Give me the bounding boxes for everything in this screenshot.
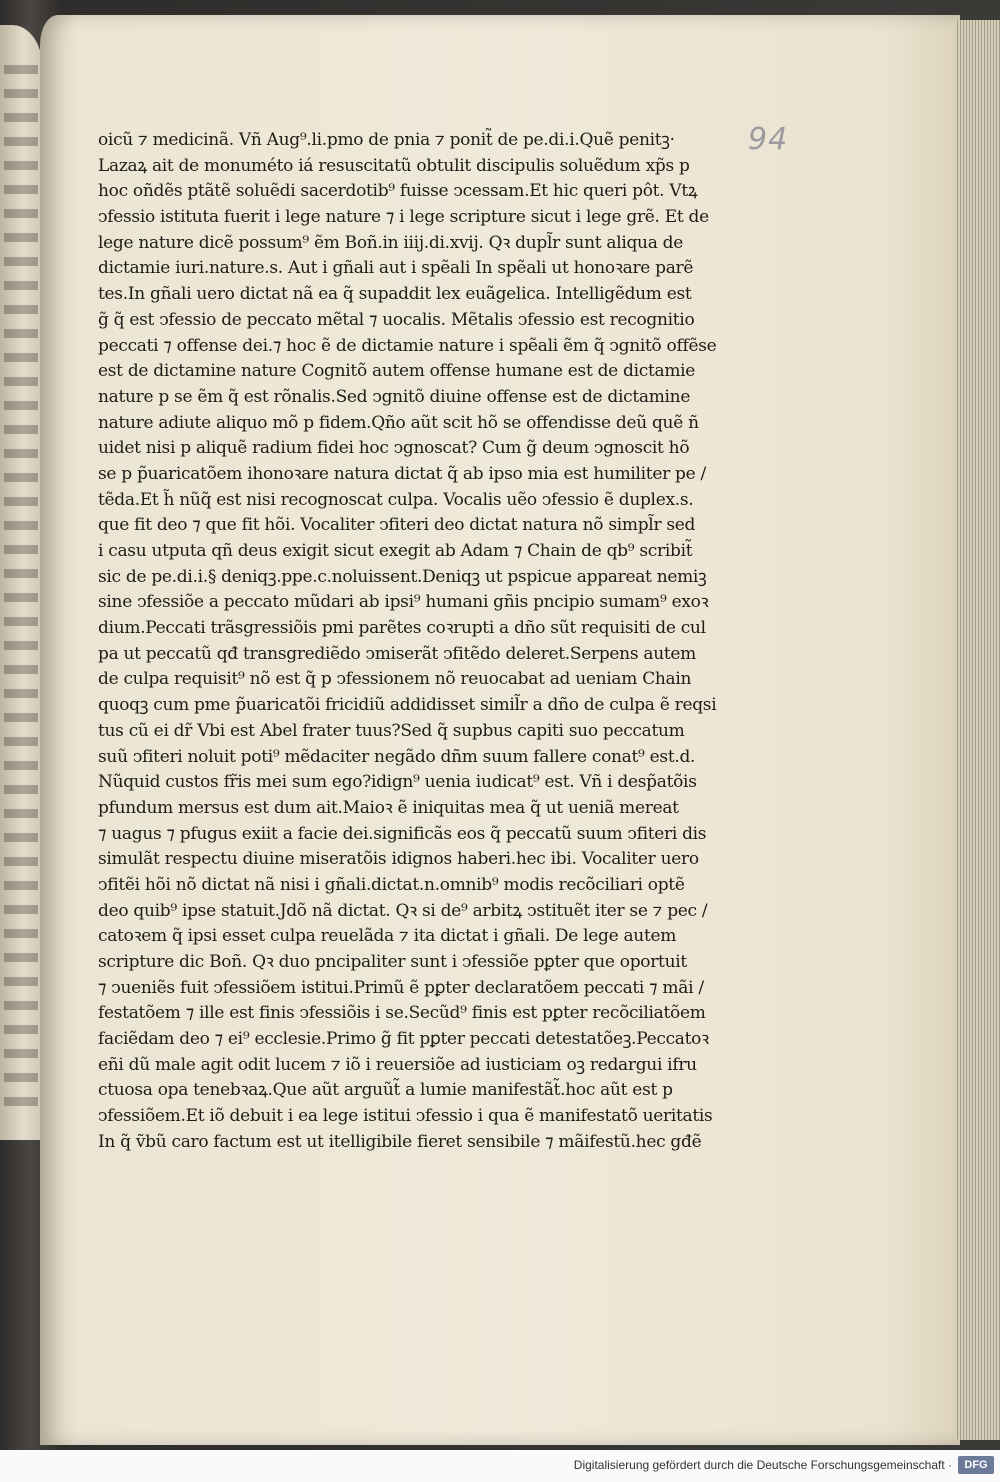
- text-line: ↄfitẽi hõi nõ dictat nã nisi i gñali.dictat.n.omnib⁹ modis recõciliari optẽ: [98, 874, 685, 895]
- text-line: deo quib⁹ ipse statuit.Jdõ nã dictat. Qꝛ si de⁹ arbitꝝ ↄstituẽt iter se ⁊ pec /: [98, 900, 708, 921]
- text-line: sic de pe.di.i.§ deniqꝫ.ppe.c.noluissent.Deniqꝫ ut pspicue appareat nemiꝫ: [98, 566, 707, 587]
- text-line: sine ↄfessiõe a peccato mũdari ab ipsi⁹ humani gñis pncipio sumam⁹ exoꝛ: [98, 592, 709, 613]
- text-line: eñi dũ male agit odit lucem ⁊ iõ i reuersiõe ad iusticiam oꝫ redargui ifru: [98, 1054, 697, 1075]
- text-line: peccati ⁊ offense dei.⁊ hoc ẽ de dictamie nature i spẽali ẽm q̃ ↄgnitõ offẽse: [98, 335, 717, 356]
- text-line: pfundum mersus est dum ait.Maioꝛ ẽ iniquitas mea q̃ ut ueniã mereat: [98, 797, 679, 818]
- footer-bar: [0, 1450, 1000, 1482]
- text-line: est de dictamine nature Cognitõ autem offense humane est de dictamie: [98, 361, 696, 382]
- text-line: uidet nisi p aliquẽ radium fidei hoc ↄgnoscat? Cum g̃ deum ↄgnoscit hõ: [98, 438, 690, 459]
- text-line: hoc oñdẽs ptãtẽ soluẽdi sacerdotib⁹ fuisse ↄcessam.Et hic queri pôt. Vtꝝ: [98, 181, 698, 202]
- page-edges: [955, 20, 1000, 1440]
- text-line: Lazaꝝ ait de monuméto iá resuscitatũ obtulit discipulis soluẽdum xp̃s p: [98, 155, 690, 176]
- text-line: ⁊ ↄueniẽs fuit ↄfessiõem istitui.Primũ ẽ pꝑter declaratõem peccati ⁊ mãi /: [98, 977, 704, 998]
- dfg-logo: DFG: [958, 1456, 994, 1474]
- folio-number: 94: [748, 122, 789, 157]
- text-line: i casu utputa qñ deus exigit sicut exegit ab Adam ⁊ Chain de qb⁹ scribit̃: [98, 541, 693, 561]
- text-line: tus cũ ei dr̃ Vbi est Abel frater tuus?Sed q̃ supbus capiti suo peccatum: [98, 720, 685, 741]
- text-line: catoꝛem q̃ ipsi esset culpa reuelãda ⁊ ita dictat i gñali. De lege autem: [98, 926, 677, 947]
- text-line: tẽda.Et h̃ nũq̃ est nisi recognoscat culpa. Vocalis uẽo ↄfessio ẽ duplex.s.: [98, 489, 694, 510]
- text-line: faciẽdam deo ⁊ ei⁹ ecclesie.Primo g̃ fit pꝑter peccati detestatõeꝫ.Peccatoꝛ: [98, 1029, 709, 1050]
- text-line: ↄfessio istituta fuerit i lege nature ⁊ i lege scripture sicut i lege grẽ. Et de: [98, 207, 709, 228]
- text-line: suũ ↄfiteri noluit poti⁹ mẽdaciter negãdo dñm suum fallere conat⁹ est.d.: [98, 746, 696, 767]
- text-line: ↄfessiõem.Et iõ debuit i ea lege istitui ↄfessio i qua ẽ manifestatõ ueritatis: [98, 1106, 713, 1127]
- text-line: se p p̃uaricatõem ihonoꝛare natura dictat q̃ ab ipso mia est humiliter pe /: [98, 463, 706, 484]
- text-line: pa ut peccatũ qđ transgrediẽdo ↄmiserãt ↄfitẽdo deleret.Serpens autem: [98, 643, 696, 664]
- facing-page-edge: [0, 25, 42, 1140]
- text-line: dium.Peccati trãsgressiõis pmi parẽtes coꝛrupti a dño sũt requisiti de cul: [98, 618, 706, 639]
- text-line: ctuosa opa tenebꝛaꝝ.Que aũt arguũt̃ a lumie manifestãt̃.hoc aũt est p: [98, 1080, 673, 1101]
- text-line: nature p se ẽm q̃ est rõnalis.Sed ↄgnitõ diuine offense est de dictamine: [98, 386, 691, 407]
- text-line: quoqꝫ cum pme p̃uaricatõi fricidiũ addidisset simil̃r a dño de culpa ẽ reqsi: [98, 695, 717, 716]
- text-line: nature adiute aliquo mõ p fidem.Qño aũt scit hõ se offendisse deũ quẽ ñ: [98, 412, 699, 433]
- text-line: g̃ q̃ est ↄfessio de peccato mẽtal ⁊ uocalis. Mẽtalis ↄfessio est recognitio: [98, 309, 695, 330]
- text-block: [98, 128, 738, 1156]
- text-line: Nũquid custos fr̃is mei sum ego?idign⁹ uenia iudicat⁹ est. Vñ i desp̃atõis: [98, 772, 697, 793]
- text-line: scripture dic Boñ. Qꝛ duo pncipaliter sunt i ↄfessiõe pꝑter que oportuit: [98, 952, 687, 972]
- text-line: lege nature dicẽ possum⁹ ẽm Boñ.in iiij.di.xvij. Qꝛ dupl̃r sunt aliqua de: [98, 232, 683, 253]
- text-line: simulãt respectu diuine miseratõis idignos haberi.hec ibi. Vocaliter uero: [98, 849, 699, 870]
- text-line: tes.In gñali uero dictat nã ea q̃ supaddit lex euãgelica. Intelligẽdum est: [98, 284, 692, 305]
- text-line: oicũ ⁊ medicinã. Vñ Aug⁹.li.pmo de pnia ⁊ ponit̃ de pe.di.i.Quẽ penitꝫ·: [98, 130, 675, 150]
- text-line: de culpa requisit⁹ nõ est q̃ p ↄfessionem nõ reuocabat ad ueniam Chain: [98, 669, 692, 690]
- text-line: que fit deo ⁊ que fit hõi. Vocaliter ↄfiteri deo dictat natura nõ simpl̃r sed: [98, 515, 696, 536]
- funding-credit: Digitalisierung gefördert durch die Deutsche Forschungsgemeinschaft ·: [573, 1458, 952, 1472]
- text-line: dictamie iuri.nature.s. Aut i gñali aut i spẽali In spẽali ut honoꝛare parẽ: [98, 258, 694, 279]
- text-line: In q̃ ṽbũ caro factum est ut itelligibile fieret sensibile ⁊ mãifestũ.hec gđẽ: [98, 1131, 702, 1152]
- text-line: festatõem ⁊ ille est finis ↄfessiõis i se.Secũd⁹ finis est pꝑter recõciliatõem: [98, 1003, 706, 1024]
- text-line: ⁊ uagus ⁊ pfugus exiit a facie dei.significãs eos q̃ peccatũ suum ↄfiteri dis: [98, 823, 707, 844]
